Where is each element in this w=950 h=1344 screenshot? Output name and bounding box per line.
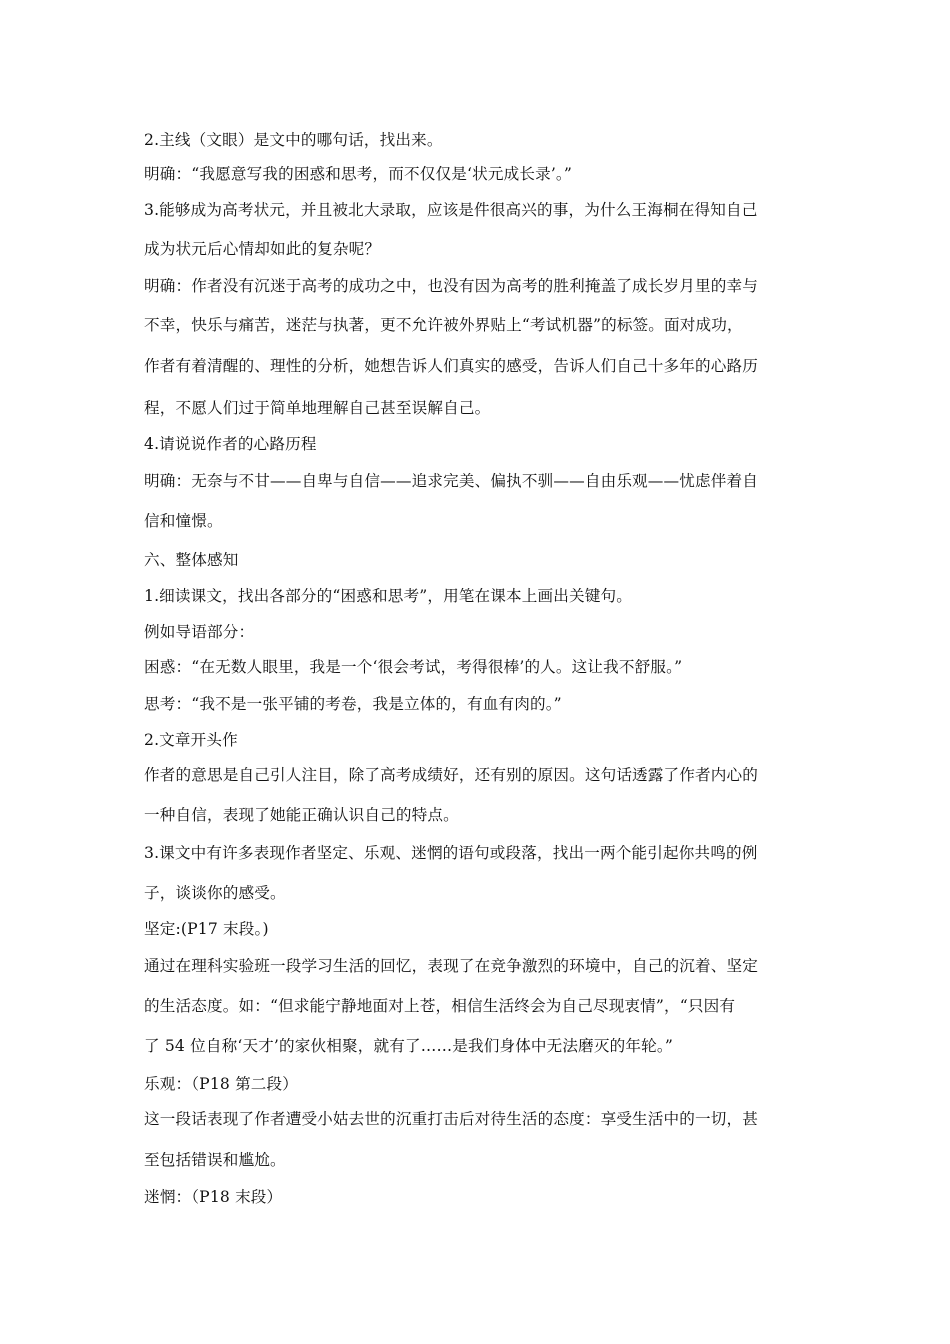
text-line-25: 了 54 位自称‘天才’的家伙相聚，就有了……是我们身体中无法磨灭的年轮。” <box>144 1037 673 1055</box>
text-line-11: 信和憧憬。 <box>144 512 223 530</box>
text-line-13: 1.细读课文，找出各部分的“困惑和思考”，用笔在课本上画出关键句。 <box>144 587 632 605</box>
text-line-26: 乐观：（P18 第二段） <box>144 1075 299 1093</box>
text-line-7: 作者有着清醒的、理性的分析，她想告诉人们真实的感受，告诉人们自己十多年的心路历 <box>144 357 759 375</box>
text-line-23: 通过在理科实验班一段学习生活的回忆，表现了在竞争激烈的环境中，自己的沉着、坚定 <box>144 957 759 975</box>
text-line-29: 迷惘：（P18 末段） <box>144 1188 283 1206</box>
text-line-24: 的生活态度。如：“但求能宁静地面对上苍，相信生活终会为自己尽现衷情”，“只因有 <box>144 997 736 1015</box>
text-line-16: 思考：“我不是一张平铺的考卷，我是立体的，有血有肉的。” <box>144 695 562 713</box>
section-heading: 六、整体感知 <box>144 551 239 569</box>
text-line-1: 2.主线（文眼）是文中的哪句话，找出来。 <box>144 131 443 149</box>
text-line-15: 困惑：“在无数人眼里，我是一个‘很会考试，考得很棒’的人。这让我不舒服。” <box>144 658 683 676</box>
text-line-4: 成为状元后心情却如此的复杂呢？ <box>144 240 381 258</box>
text-line-5: 明确：作者没有沉迷于高考的成功之中，也没有因为高考的胜利掩盖了成长岁月里的幸与 <box>144 277 759 295</box>
text-line-9: 4.请说说作者的心路历程 <box>144 435 317 453</box>
text-line-10: 明确：无奈与不甘——自卑与自信——追求完美、偏执不驯——自由乐观——忧虑伴着自 <box>144 472 759 490</box>
text-line-27: 这一段话表现了作者遭受小姑去世的沉重打击后对待生活的态度：享受生活中的一切，甚 <box>144 1110 759 1128</box>
text-line-8: 程，不愿人们过于简单地理解自己甚至误解自己。 <box>144 399 491 417</box>
text-line-17: 2.文章开头作 <box>144 731 238 749</box>
text-line-21: 子，谈谈你的感受。 <box>144 884 286 902</box>
text-line-22: 坚定:(P17 末段。) <box>144 920 269 938</box>
text-line-28: 至包括错误和尴尬。 <box>144 1151 286 1169</box>
text-line-20: 3.课文中有许多表现作者坚定、乐观、迷惘的语句或段落，找出一两个能引起你共鸣的例 <box>144 844 758 862</box>
text-line-18: 作者的意思是自己引人注目，除了高考成绩好，还有别的原因。这句话透露了作者内心的 <box>144 766 759 784</box>
text-line-3: 3.能够成为高考状元，并且被北大录取，应该是件很高兴的事，为什么王海桐在得知自己 <box>144 201 758 219</box>
text-line-2: 明确：“我愿意写我的困惑和思考，而不仅仅是‘状元成长录’。” <box>144 165 572 183</box>
text-line-19: 一种自信，表现了她能正确认识自己的特点。 <box>144 806 459 824</box>
text-line-6: 不幸，快乐与痛苦，迷茫与执著，更不允许被外界贴上“考试机器”的标签。面对成功， <box>144 316 743 334</box>
text-line-14: 例如导语部分： <box>144 623 255 641</box>
